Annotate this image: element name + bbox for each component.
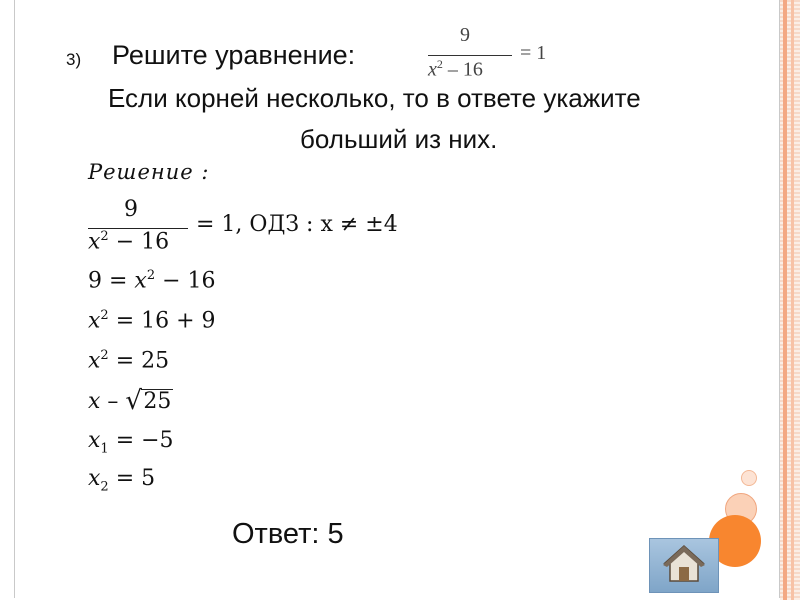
condition-line-1: Если корней несколько, то в ответе укажите bbox=[108, 83, 641, 113]
square-root: √ 25 bbox=[125, 389, 173, 414]
step1-denominator: $x^2 - 16$ bbox=[88, 229, 170, 255]
answer-text: Ответ: 5 bbox=[232, 518, 344, 550]
solution-step-5: x – √ 25 bbox=[88, 389, 173, 414]
solution-label: Решение : bbox=[88, 160, 210, 184]
solution-step-1-fraction bbox=[88, 197, 192, 267]
home-button[interactable] bbox=[649, 538, 719, 593]
decorative-stripe bbox=[780, 0, 800, 600]
home-icon bbox=[662, 543, 706, 588]
solution-step-7: $x_2 = 5$ bbox=[88, 466, 156, 495]
given-denominator: $x^2 - 16$ bbox=[428, 57, 483, 81]
solution-step-3: $x^2 = 16 + 9$ bbox=[88, 308, 216, 334]
problem-instruction: Решите уравнение: bbox=[112, 40, 356, 70]
solution-step-2: $9 = x^2 - 16$ bbox=[88, 268, 216, 294]
solution-step-4: $x^2 = 25$ bbox=[88, 348, 170, 374]
given-rhs: = 1 bbox=[520, 42, 547, 64]
condition-line-2: больший из них. bbox=[300, 124, 498, 154]
given-fraction-bar bbox=[428, 55, 512, 56]
decorative-circle-small bbox=[741, 470, 757, 486]
solution-step-1-rest: = 1, ОДЗ : x ≠ ±4 bbox=[196, 212, 398, 237]
problem-number: 3) bbox=[66, 50, 82, 69]
solution-step-6: $x_1 = -5$ bbox=[88, 428, 174, 457]
given-numerator: 9 bbox=[460, 24, 470, 46]
step1-numerator: 9 bbox=[124, 197, 138, 222]
